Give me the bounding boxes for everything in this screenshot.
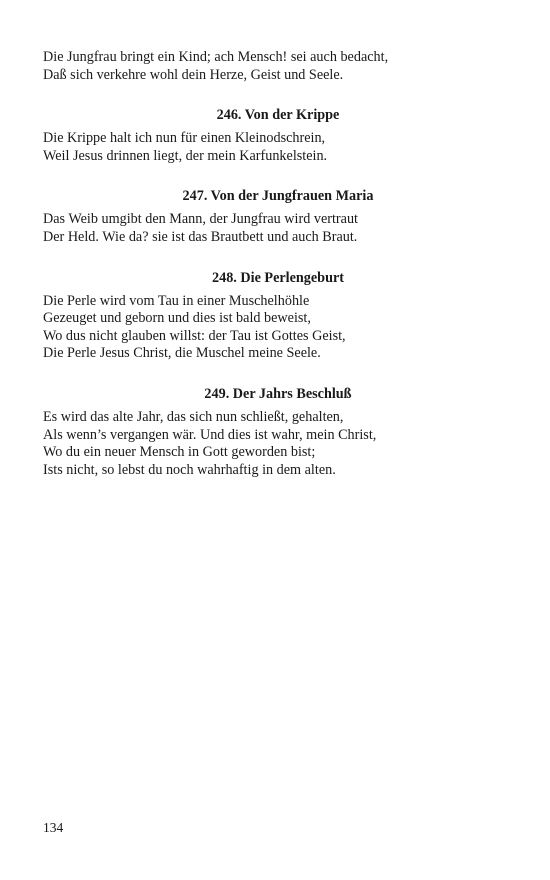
verse-line: Gezeuget und geborn und dies ist bald beweist, — [43, 310, 311, 327]
intro-stanza — [43, 49, 513, 84]
verse-line: Ists nicht, so lebst du noch wahrhaftig in dem alten. — [43, 461, 336, 478]
poem-title: 247. Von der Jungfrauen Maria — [182, 188, 374, 205]
poem-246 — [43, 106, 513, 165]
poem-title: 249. Der Jahrs Beschluß — [204, 385, 352, 402]
poem-title: 246. Von der Krippe — [216, 107, 340, 124]
poem-247 — [43, 187, 513, 246]
verse-line: Die Krippe halt ich nun für einen Kleinodschrein, — [43, 130, 326, 147]
verse-line: Als wenn’s vergangen wär. Und dies ist wahr, mein Christ, — [43, 426, 377, 443]
poem-249 — [43, 385, 513, 479]
page-number: 134 — [43, 820, 64, 835]
verse-line: Die Jungfrau bringt ein Kind; ach Mensch! sei auch bedacht, — [43, 49, 389, 65]
verse-line: Daß sich verkehre wohl dein Herze, Geist und Seele. — [43, 66, 344, 83]
verse-line: Es wird das alte Jahr, das sich nun schließt, gehalten, — [43, 408, 344, 425]
verse-line: Wo du ein neuer Mensch in Gott geworden bist; — [43, 444, 316, 461]
verse-line: Wo dus nicht glauben willst: der Tau ist Gottes Geist, — [43, 327, 346, 344]
poem-248 — [43, 269, 513, 363]
verse-line: Weil Jesus drinnen liegt, der mein Karfunkelstein. — [43, 147, 328, 164]
verse-line: Das Weib umgibt den Mann, der Jungfrau wird vertraut — [43, 211, 358, 228]
verse-line: Der Held. Wie da? sie ist das Brautbett und auch Braut. — [43, 228, 358, 245]
verse-line: Die Perle wird vom Tau in einer Muschelhöhle — [43, 292, 310, 309]
page-body — [43, 49, 513, 479]
poem-title: 248. Die Perlengeburt — [212, 269, 344, 286]
verse-line: Die Perle Jesus Christ, die Muschel meine Seele. — [43, 345, 321, 362]
